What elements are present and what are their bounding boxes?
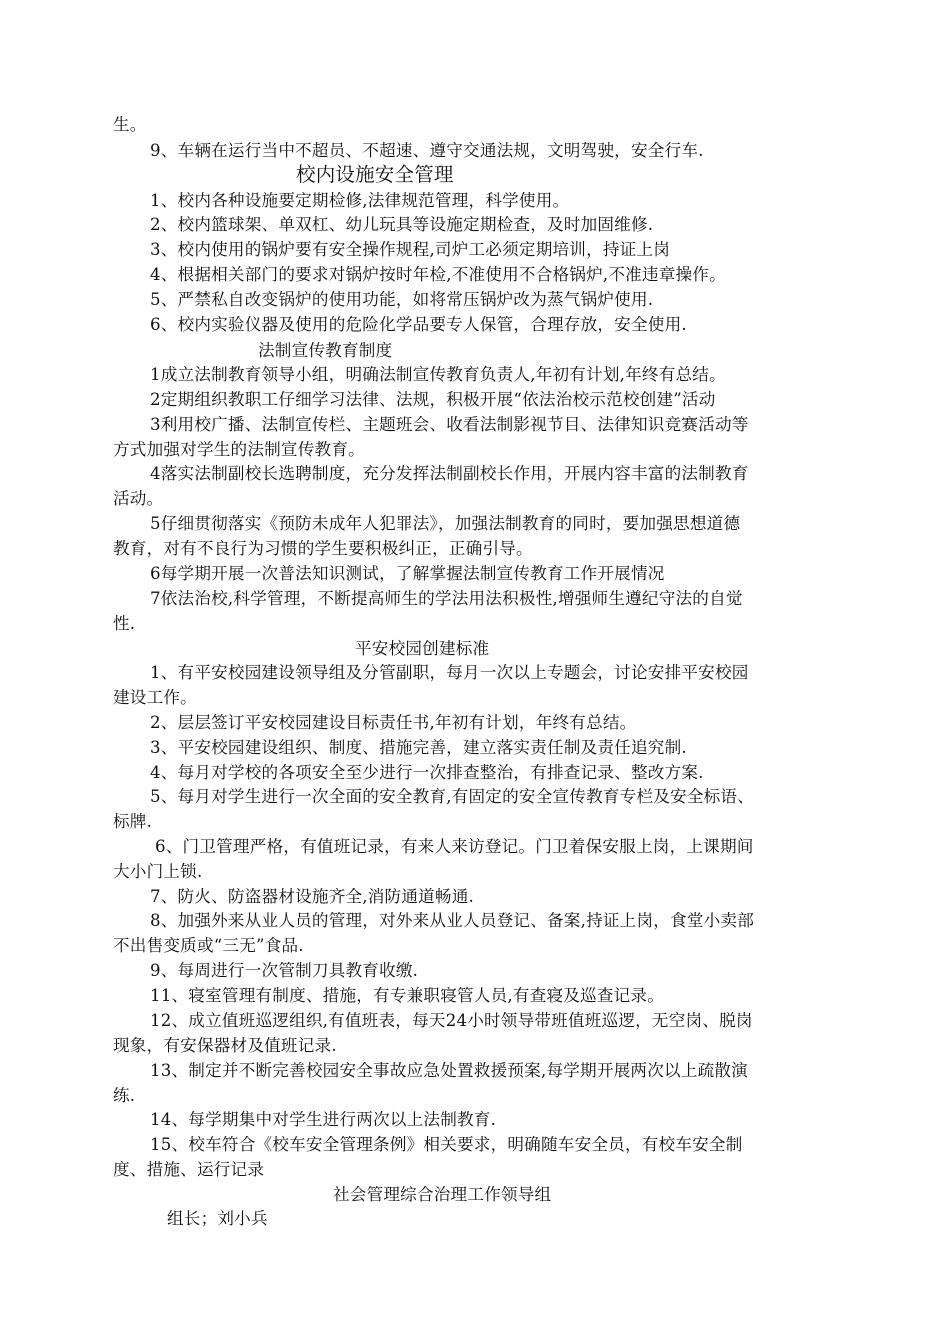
list-item: 5、严禁私自改变锅炉的使用功能，如将常压锅炉改为蒸气锅炉使用. (150, 290, 654, 309)
list-item-continuation: 不出售变质或“三无”食品. (113, 936, 304, 955)
section-title: 校内设施安全管理 (296, 163, 454, 186)
list-item: 1、有平安校园建设领导组及分管副职，每月一次以上专题会，讨论安排平安校园 (150, 663, 749, 682)
list-item-continuation: 练. (113, 1086, 136, 1105)
list-item-continuation: 活动。 (113, 489, 164, 508)
list-item-continuation: 建设工作。 (113, 688, 197, 707)
list-item: 15、校车符合《校车安全管理条例》相关要求，明确随车安全员，有校车安全制 (150, 1135, 743, 1154)
list-item: 14、每学期集中对学生进行两次以上法制教育. (150, 1110, 497, 1129)
list-item: 7依法治校,科学管理，不断提高师生的学法用法积极性,增强师生遵纪守法的自觉 (150, 589, 743, 608)
list-item: 9、车辆在运行当中不超员、不超速、遵守交通法规，文明驾驶，安全行车. (150, 141, 704, 160)
list-item: 3、平安校园建设组织、制度、措施完善，建立落实责任制及责任追究制. (150, 738, 687, 757)
list-item: 3利用校广播、法制宣传栏、主题班会、收看法制影视节目、法律知识竞赛活动等 (150, 415, 749, 434)
list-item: 12、成立值班巡逻组织,有值班表，每天24小时领导带班值班巡逻，无空岗、脱岗 (150, 1011, 753, 1030)
list-item: 1、校内各种设施要定期检修,法律规范管理，科学使用。 (150, 191, 570, 210)
top-fragment: 生。 (113, 115, 147, 134)
list-item: 4、根据相关部门的要求对锅炉按时年检,不准使用不合格锅炉,不准违章操作。 (150, 265, 726, 284)
list-item: 7、防火、防盗器材设施齐全,消防通道畅通. (150, 887, 474, 906)
list-item: 1成立法制教育领导小组，明确法制宣传教育负责人,年初有计划,年终有总结。 (150, 365, 726, 384)
list-item: 9、每周进行一次管制刀具教育收缴. (150, 961, 419, 980)
list-item: 6、门卫管理严格，有值班记录，有来人来访登记。门卫着保安服上岗，上课期间 (155, 837, 754, 856)
list-item: 11、寝室管理有制度、措施，有专兼职寝管人员,有查寝及巡查记录。 (150, 986, 665, 1005)
section-title: 社会管理综合治理工作领导组 (333, 1185, 552, 1204)
list-item: 6、校内实验仪器及使用的危险化学品要专人保管，合理存放，安全使用. (150, 315, 687, 334)
list-item: 5、每月对学生进行一次全面的安全教育,有固定的安全宣传教育专栏及安全标语、 (150, 787, 755, 806)
list-item: 4落实法制副校长选聘制度，充分发挥法制副校长作用，开展内容丰富的法制教育 (150, 464, 749, 483)
section-title: 法制宣传教育制度 (258, 341, 393, 360)
list-item: 5仔细贯彻落实《预防未成年人犯罪法》，加强法制教育的同时，要加强思想道德 (150, 514, 741, 533)
list-item-continuation: 方式加强对学生的法制宣传教育。 (113, 440, 365, 459)
list-item: 2、校内篮球架、单双杠、幼儿玩具等设施定期检查，及时加固维修. (150, 215, 654, 234)
list-item: 3、校内使用的锅炉要有安全操作规程,司炉工必须定期培训，持证上岗 (150, 240, 671, 259)
list-item: 2定期组织教职工仔细学习法律、法规，积极开展“依法治校示范校创建”活动 (150, 390, 716, 409)
list-item: 2、层层签订平安校园建设目标责任书,年初有计划，年终有总结。 (150, 713, 637, 732)
list-item-continuation: 大小门上锁. (113, 862, 203, 881)
list-item-continuation: 性. (113, 614, 136, 633)
list-item: 8、加强外来从业人员的管理，对外来从业人员登记、备案,持证上岗，食堂小卖部 (150, 911, 755, 930)
list-item: 6每学期开展一次普法知识测试，了解掌握法制宣传教育工作开展情况 (150, 564, 665, 583)
list-item-continuation: 教育，对有不良行为习惯的学生要积极纠正，正确引导。 (113, 539, 533, 558)
list-item-continuation: 度、措施、运行记录 (113, 1160, 265, 1179)
list-item: 13、制定并不断完善校园安全事故应急处置救援预案,每学期开展两次以上疏散演 (150, 1061, 748, 1080)
list-item: 4、每月对学校的各项安全至少进行一次排查整治，有排查记录、整改方案. (150, 763, 704, 782)
section-title: 平安校园创建标准 (355, 639, 490, 658)
leader-line: 组长；刘小兵 (167, 1209, 268, 1228)
list-item-continuation: 标牌. (113, 812, 153, 831)
list-item-continuation: 现象，有安保器材及值班记录. (113, 1036, 337, 1055)
